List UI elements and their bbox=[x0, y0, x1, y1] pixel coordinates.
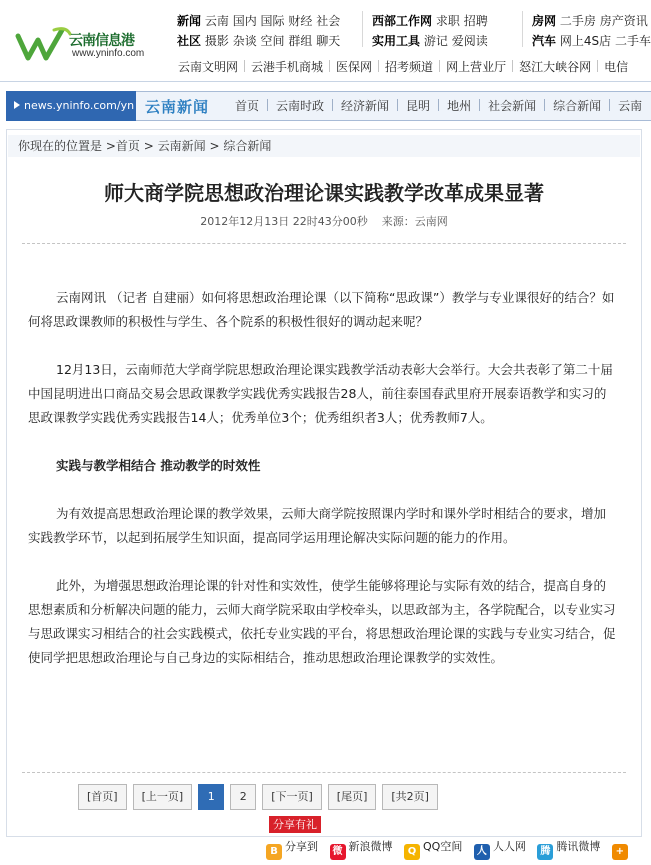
nav-auto[interactable]: 汽车 bbox=[532, 34, 557, 48]
article-time: 22时43分00秒 bbox=[292, 215, 368, 228]
qzone-icon: Q bbox=[404, 844, 420, 860]
breadcrumb: 你现在的位置是 >首页 > 云南新闻 > 综合新闻 bbox=[8, 135, 640, 157]
nav-finance[interactable]: 财经 bbox=[288, 14, 313, 28]
share-icon: B bbox=[266, 844, 282, 860]
breadcrumb-home[interactable]: 首页 bbox=[115, 139, 140, 153]
breadcrumb-yunnan-news[interactable]: 云南新闻 bbox=[157, 139, 206, 153]
channel-nav-kunming[interactable]: 昆明 bbox=[406, 99, 431, 113]
nav-house[interactable]: 房网 bbox=[532, 14, 557, 28]
divider bbox=[22, 772, 626, 773]
nav-house-news[interactable]: 房产资讯 bbox=[599, 14, 648, 28]
channel-nav-economy[interactable]: 经济新闻 bbox=[341, 99, 390, 113]
breadcrumb-label: 你现在的位置是 bbox=[18, 139, 103, 153]
page-next-button[interactable]: [下一页] bbox=[262, 784, 322, 810]
breadcrumb-general-news[interactable]: 综合新闻 bbox=[223, 139, 272, 153]
nav-chat[interactable]: 聊天 bbox=[316, 34, 341, 48]
article-paragraph: 12月13日，云南师范大学商学院思想政治理论课实践教学活动表彰大会举行。大会共表彰了第二十届中国昆明进出口商品交易会思政课教学实践优秀实践报告28人，前往泰国春武里府开展泰语教学和实习的思政课教学实践优秀实践报告14人；优秀单位3个；优秀组织者3人；优秀教师7人。 bbox=[28, 362, 613, 425]
nav-reading[interactable]: 爱阅读 bbox=[451, 34, 488, 48]
link-wenming[interactable]: 云南文明网 bbox=[178, 60, 239, 74]
renren-icon: 人 bbox=[474, 844, 490, 860]
nav-group-jobs bbox=[372, 13, 488, 29]
nav-domestic[interactable]: 国内 bbox=[232, 14, 257, 28]
weibo-icon: 微 bbox=[330, 844, 346, 860]
nav-4s-store[interactable]: 网上4S店 bbox=[559, 34, 612, 48]
page-2-button[interactable]: 2 bbox=[230, 784, 256, 810]
channel-nav bbox=[227, 92, 650, 120]
nav-group-auto bbox=[532, 33, 651, 49]
nav-recruit[interactable]: 招聘 bbox=[463, 14, 488, 28]
channel-nav-home[interactable]: 首页 bbox=[235, 99, 260, 113]
channel-nav-general[interactable]: 综合新闻 bbox=[553, 99, 602, 113]
divider bbox=[22, 243, 626, 244]
tencent-weibo-icon: 腾 bbox=[537, 844, 553, 860]
link-online-hall[interactable]: 网上营业厅 bbox=[446, 60, 507, 74]
logo-mark-icon bbox=[14, 24, 74, 64]
channel-url[interactable]: news.yninfo.com/yn bbox=[6, 91, 136, 121]
share-bar bbox=[266, 816, 651, 860]
share-tencent-weibo[interactable]: 腾 腾讯微博 bbox=[537, 835, 600, 860]
nav-photo[interactable]: 摄影 bbox=[204, 34, 229, 48]
nav-group-house bbox=[532, 13, 648, 29]
nav-jobs[interactable]: 西部工作网 bbox=[372, 14, 433, 28]
link-mobile-mall[interactable]: 云港手机商城 bbox=[251, 60, 324, 74]
link-telecom[interactable]: 电信 bbox=[604, 60, 629, 74]
nav-seek-job[interactable]: 求职 bbox=[435, 14, 460, 28]
link-medical-insurance[interactable]: 医保网 bbox=[336, 60, 373, 74]
share-more[interactable] bbox=[612, 835, 631, 860]
link-exams[interactable]: 招考频道 bbox=[385, 60, 434, 74]
nav-space[interactable]: 空间 bbox=[260, 34, 285, 48]
nav-divider bbox=[362, 11, 363, 47]
article-body bbox=[28, 286, 618, 694]
pagination bbox=[78, 784, 444, 810]
article-source: 来源：云南网 bbox=[381, 215, 448, 228]
channel-title[interactable]: 云南新闻 bbox=[145, 98, 210, 116]
logo-url: www.yninfo.com bbox=[72, 48, 145, 59]
page-last-button[interactable]: [尾页] bbox=[328, 784, 377, 810]
nav-chat-misc[interactable]: 杂谈 bbox=[232, 34, 257, 48]
article-date: 2012年12月13日 bbox=[200, 215, 290, 228]
page-first-button[interactable]: [首页] bbox=[78, 784, 127, 810]
logo-name: 云南信息港 bbox=[69, 33, 134, 49]
link-nujiang[interactable]: 怒江大峡谷网 bbox=[519, 60, 592, 74]
share-qzone[interactable]: Q QQ空间 bbox=[404, 835, 462, 860]
partner-links bbox=[172, 57, 651, 77]
nav-group-tools bbox=[372, 33, 488, 49]
page-1-button[interactable]: 1 bbox=[198, 784, 224, 810]
site-logo[interactable] bbox=[14, 24, 162, 64]
page-total-label: [共2页] bbox=[382, 784, 438, 810]
channel-bar bbox=[6, 91, 651, 121]
channel-nav-yunnan[interactable]: 云南 bbox=[618, 99, 643, 113]
nav-group-community bbox=[177, 33, 340, 49]
nav-society[interactable]: 社会 bbox=[316, 14, 341, 28]
arrow-right-icon bbox=[14, 101, 20, 109]
more-share-icon: + bbox=[612, 844, 628, 860]
share-renren[interactable]: 人 人人网 bbox=[474, 835, 526, 860]
article-subheading: 实践与教学相结合 推动教学的时效性 bbox=[56, 458, 261, 473]
channel-nav-politics[interactable]: 云南时政 bbox=[276, 99, 325, 113]
share-label: B 分享到 bbox=[266, 835, 318, 860]
share-gift-tag[interactable]: 分享有礼 bbox=[269, 816, 321, 833]
nav-travel[interactable]: 游记 bbox=[423, 34, 448, 48]
nav-group-news bbox=[177, 13, 340, 29]
article-paragraph: 为有效提高思想政治理论课的教学效果，云师大商学院按照课内学时和课外学时相结合的要求，增加实践教学环节，以起到拓展学生知识面，提高同学运用理论解决实际问题的能力的作用。 bbox=[28, 506, 607, 545]
nav-yunnan[interactable]: 云南 bbox=[204, 14, 229, 28]
nav-divider bbox=[522, 11, 523, 47]
channel-nav-prefectures[interactable]: 地州 bbox=[447, 99, 472, 113]
page-prev-button[interactable]: [上一页] bbox=[133, 784, 193, 810]
site-header bbox=[0, 0, 651, 82]
nav-tools[interactable]: 实用工具 bbox=[372, 34, 421, 48]
nav-second-house[interactable]: 二手房 bbox=[559, 14, 596, 28]
nav-used-car[interactable]: 二手车 bbox=[614, 34, 651, 48]
article-title: 师大商学院思想政治理论课实践教学改革成果显著 bbox=[104, 181, 544, 205]
article-meta bbox=[8, 213, 640, 229]
nav-community[interactable]: 社区 bbox=[177, 34, 202, 48]
channel-nav-society[interactable]: 社会新闻 bbox=[488, 99, 537, 113]
article-paragraph: 云南网讯 （记者 自建丽）如何将思想政治理论课（以下简称“思政课”）教学与专业课很好的结合？如何将思政课教师的积极性与学生、各个院系的积极性很好的调动起来呢？ bbox=[28, 290, 615, 329]
nav-groups[interactable]: 群组 bbox=[288, 34, 313, 48]
article-paragraph: 此外，为增强思想政治理论课的针对性和实效性，使学生能够将理论与实际有效的结合，提高自身的思想素质和分析解决问题的能力，云师大商学院采取由学校牵头，以思政部为主，各学院配合，以专业实习与思政课实习相结合的社会实践模式，依托专业实践的平台，将思想政治理论课的实践与专业实习结合，促使同学把思想政治理论与自己身边的实际相结合，推动思想政治理论课教学的实效性。 bbox=[28, 578, 616, 665]
share-weibo[interactable]: 微 新浪微博 bbox=[330, 835, 393, 860]
nav-international[interactable]: 国际 bbox=[260, 14, 285, 28]
nav-news[interactable]: 新闻 bbox=[177, 14, 202, 28]
